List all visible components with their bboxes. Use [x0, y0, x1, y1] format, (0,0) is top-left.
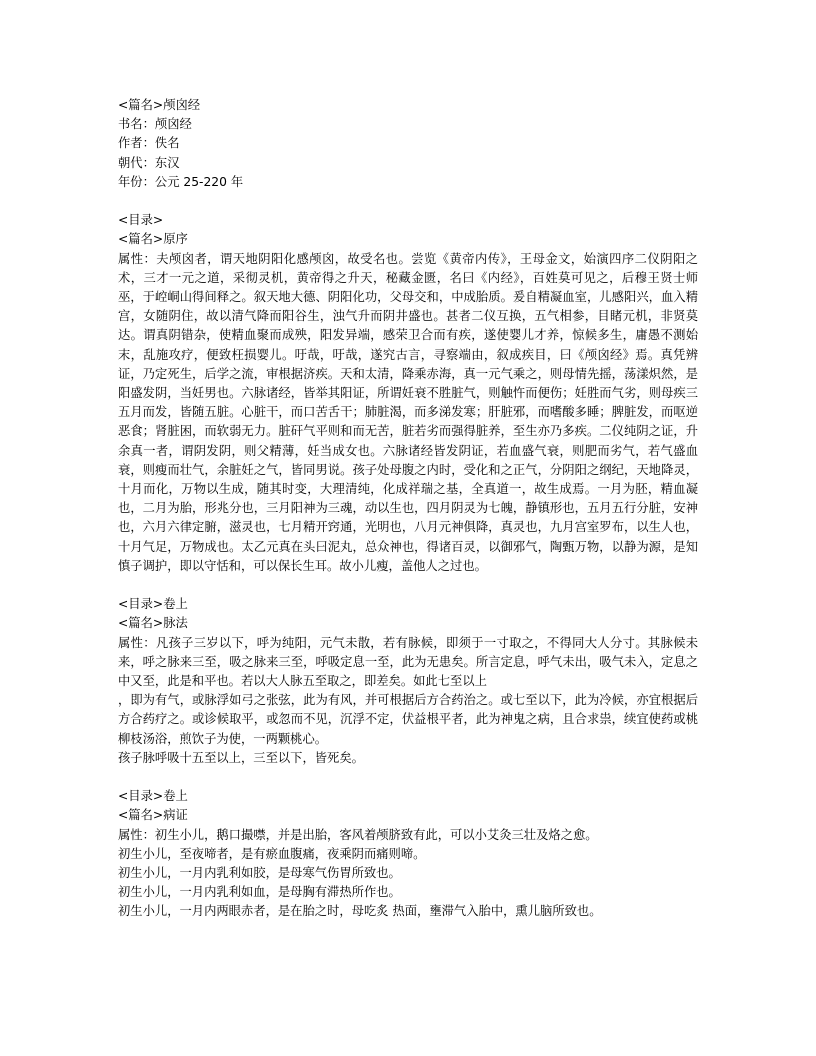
section-title-pulse: <篇名>脉法: [118, 616, 188, 631]
spacer: [118, 192, 698, 211]
section-paragraph-symptoms-1: 属性：初生小儿，鹅口撮噤，并是出胎，客风着颅脐致有此，可以小艾灸三壮及烙之愈。: [118, 827, 598, 842]
section-paragraph-pulse-2: ，即为有气，或脉浮如弓之张弦，此为有风，并可根据后方合药治之。或七至以下，此为冷候，亦宜根据后方合药疗之。或诊候取平，或忽而不见，沉浮不定，伏益根平者，此为神鬼之病，且合求祟，续宜使药或桃柳枝汤浴，煎饮子为使，一两颗桃心。: [118, 693, 698, 746]
document-year: 年份：公元 25-220 年: [118, 174, 244, 189]
section-paragraph-symptoms-5: 初生小儿，一月内两眼赤者，是在胎之时，母吃炙 热面，壅滞气入胎中，熏儿脑所致也。: [118, 904, 602, 919]
document-title-tag: <篇名>颅囟经: [118, 98, 201, 112]
section-title-preface: <篇名>原序: [118, 232, 188, 247]
section-paragraph-preface: 属性：夫颅囟者，谓天地阴阳化感颅囟，故受名也。尝览《黄帝内传》，王母金文，始演四序二仪阴阳之术，三才一元之道，采彻灵机，黄帝得之升天，秘藏金匮，名曰《内经》，百姓莫可见之，后穆王贤士师巫，于崆峒山得间释之。叙天地大德、阴阳化功，父母交和，中成胎质。爰自精凝血室，儿感阳兴，血入精宫，女随阴住，故以清气降而阳谷生，浊气升而阴井盛也。甚者二仪互换，五气相参，目睹元机，非贤莫达。谓真阴错杂，使精血聚而成殃，阳发异端，感荣卫合而有疾，遂使婴儿才养，惊候多生，庸愚不测始末，乱施攻疗，便致枉损婴儿。吁哉，吁哉，遂究古言，寻察端由，叙成疾目，曰《颅囟经》焉。真凭辨证，乃定死生，后学之流，审根据济疾。天和太清，降乘赤海，真一元气乘之，则母情先摇，荡漾炽然，是阳盛发阴，当妊男也。六脉诸经，皆举其阳证，所谓妊衰不胜脏气，则触忤而便伤；妊胜而气劣，则母疾三五月而发，皆随五脏。心脏干，而口苦舌干；肺脏渴，而多涕发寒；肝脏邪，而嗜酸多睡；脾脏发，而呕逆恶食；肾脏困，而软弱无力。脏矸气平则和而无苦，脏若劣而强得脏养，至生亦乃多疾。二仪纯阴之证，升余真一者，谓阴发阴，则父精薄，妊当成女也。六脉诸经皆发阴证，若血盛气衰，则肥而劣气，若气盛血衰，则瘦而壮气，余脏妊之气，皆同男说。孩子处母腹之内时，受化和之正气，分阴阳之纲纪，天地降灵，十月而化，万物以生成，随其时变，大理清纯，化成祥瑞之基，全真道一，故生成焉。一月为胚，精血凝也，二月为胎，形兆分也，三月阳神为三魂，动以生也，四月阴灵为七魄，静镇形也，五月五行分脏，安神也，六月六律定腑，滋灵也，七月精开窍通，光明也，八月元神俱降，真灵也，九月宫室罗布，以生人也，十月气足，万物成也。太乙元真在头曰泥丸，总众神也，得诸百灵，以御邪气，陶甄万物，以静为源，是知慎子调护，即以守恬和，可以保长生耳。故小儿瘦，盖他人之过也。: [118, 251, 698, 573]
catalog-label-pulse: <目录>卷上: [118, 597, 188, 612]
section-paragraph-symptoms-4: 初生小儿，一月内乳利如血，是母胸有滞热所作也。: [118, 885, 401, 900]
section-paragraph-pulse-3: 孩子脉呼吸十五至以上，三至以下，皆死矣。: [118, 750, 364, 765]
document-author: 作者：佚名: [118, 136, 180, 151]
section-paragraph-symptoms-3: 初生小儿，一月内乳利如胶，是母寒气伤胃所致也。: [118, 866, 401, 881]
catalog-label-preface: <目录>: [118, 213, 164, 228]
section-paragraph-pulse-1: 属性：凡孩子三岁以下，呼为纯阳，元气未散，若有脉候，即须于一寸取之，不得同大人分寸。其脉候未来，呼之脉来三至，吸之脉来三至，呼吸定息一至，此为无患矣。所言定息，呼气未出，吸气未入，定息之中又至，此是和平也。若以大人脉五至取之，即差矣。如此七至以上: [118, 635, 698, 689]
document-book-name: 书名：颅囟经: [118, 117, 192, 132]
document-body: [118, 96, 698, 922]
document-dynasty: 朝代：东汉: [118, 155, 180, 170]
section-paragraph-symptoms-2: 初生小儿，至夜啼者，是有瘀血腹痛，夜乘阴而痛则啼。: [118, 846, 426, 861]
spacer: [118, 768, 698, 787]
spacer: [118, 576, 698, 595]
catalog-label-symptoms: <目录>卷上: [118, 789, 188, 804]
section-title-symptoms: <篇名>病证: [118, 808, 188, 823]
